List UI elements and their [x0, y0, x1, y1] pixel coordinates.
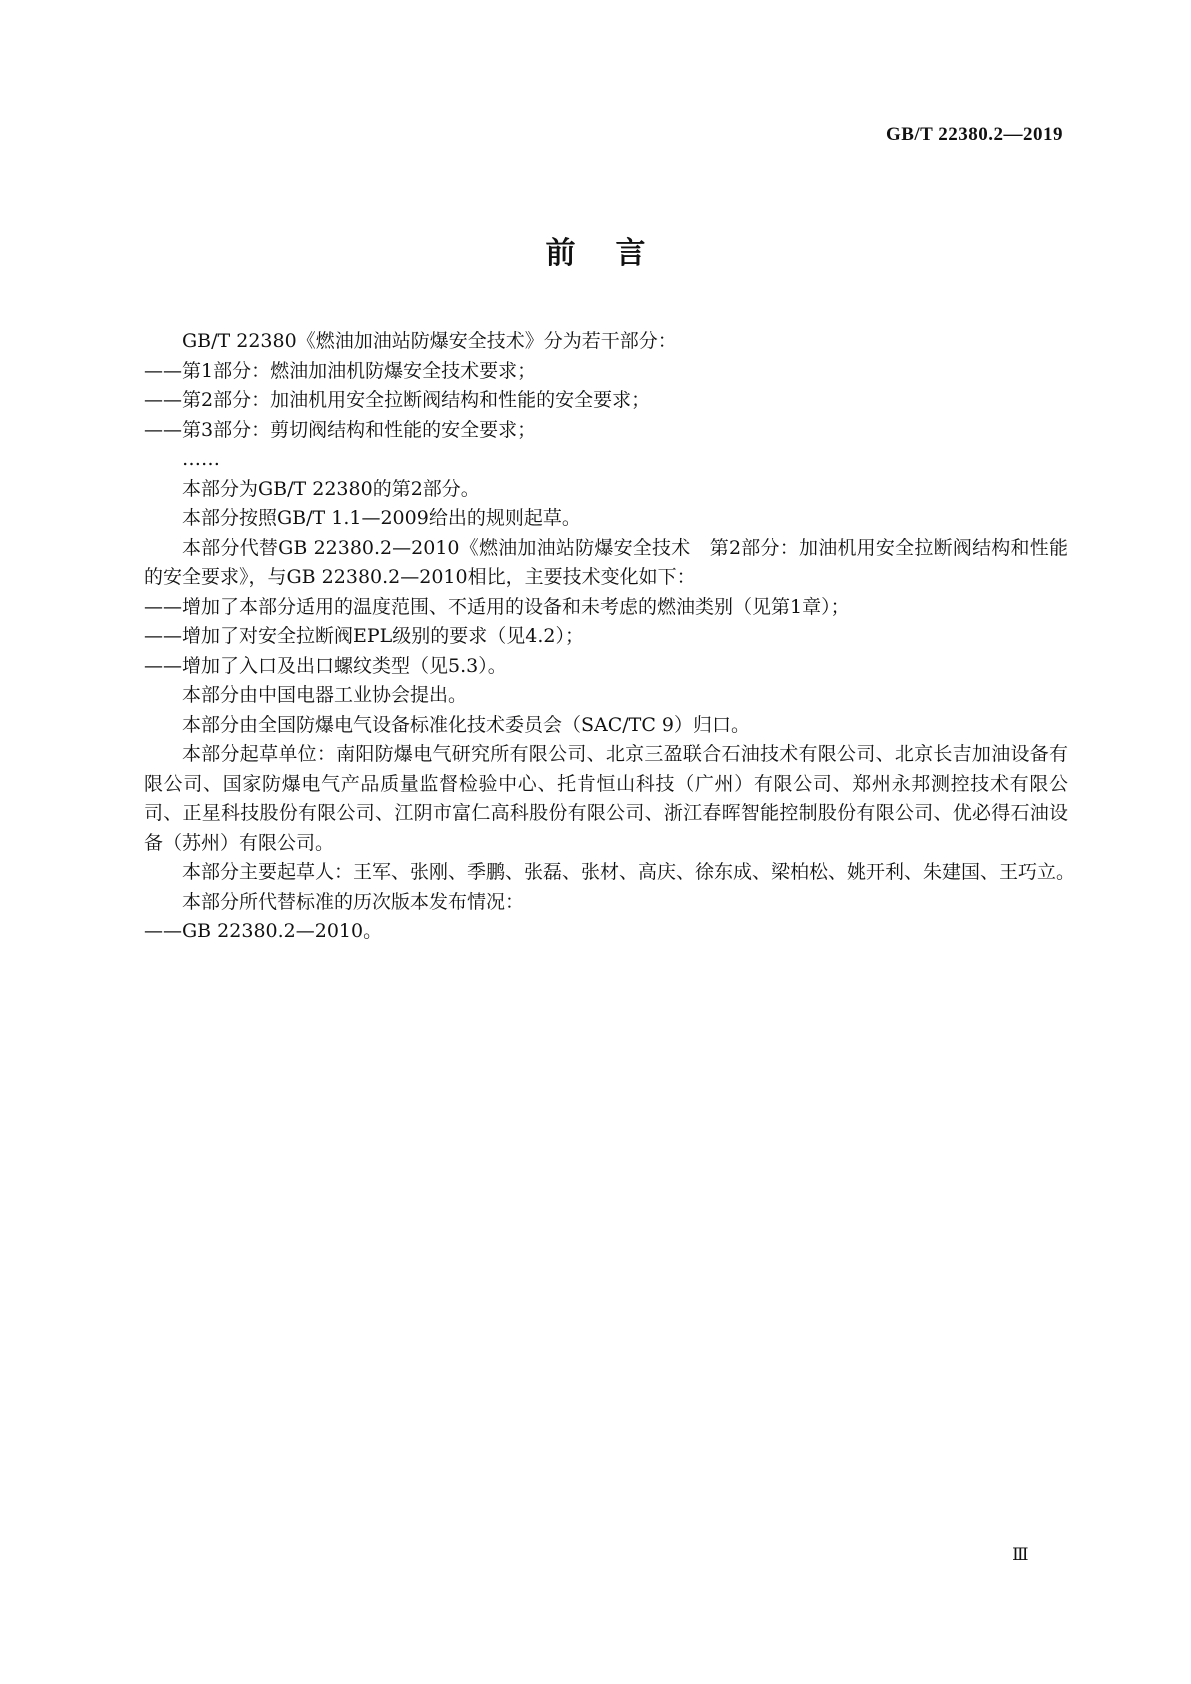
page-title: 前言 — [545, 236, 686, 271]
list-item: ——第1部分：燃油加油机防爆安全技术要求； — [144, 359, 537, 382]
paragraph: 本部分按照GB/T 1.1—2009给出的规则起草。 — [182, 507, 581, 529]
ellipsis: …… — [182, 448, 220, 470]
standard-number: GB/T 22380.2—2019 — [885, 124, 1063, 145]
list-item: ——GB 22380.2—2010。 — [144, 920, 383, 942]
paragraph: 本部分为GB/T 22380的第2部分。 — [182, 477, 480, 500]
list-item: ——增加了本部分适用的温度范围、不适用的设备和未考虑的燃油类别（见第1章）； — [144, 595, 850, 618]
paragraph: 本部分由全国防爆电气设备标准化技术委员会（SAC/TC 9）归口。 — [182, 713, 751, 736]
paragraph: 本部分由中国电器工业协会提出。 — [182, 684, 468, 706]
intro-paragraph: GB/T 22380《燃油加油站防爆安全技术》分为若干部分： — [182, 330, 677, 352]
list-item: ——第3部分：剪切阀结构和性能的安全要求； — [144, 418, 537, 441]
page-number: Ⅲ — [1012, 1545, 1029, 1564]
list-item: ——增加了对安全拉断阀EPL级别的要求（见4.2）； — [144, 625, 584, 647]
paragraph: 本部分所代替标准的历次版本发布情况： — [182, 890, 525, 913]
drafting-units-paragraph: 本部分起草单位：南阳防爆电气研究所有限公司、北京三盈联合石油技术有限公司、北京长吉加油设备有限公司、国家防爆电气产品质量监督检验中心、托肯恒山科技（广州）有限公司、郑州永邦测控技术有限公司、正星科技股份有限公司、江阴市富仁高科股份有限公司、浙江春晖智能控制股份有限公司、优必得石油设备（苏州）有限公司。 — [144, 743, 1068, 854]
replacement-paragraph: 本部分代替GB 22380.2—2010《燃油加油站防爆安全技术 第2部分：加油机用安全拉断阀结构和性能的安全要求》，与GB 22380.2—2010相比，主要技术变化如下： — [144, 536, 1068, 588]
list-item: ——第2部分：加油机用安全拉断阀结构和性能的安全要求； — [144, 389, 651, 411]
list-item: ——增加了入口及出口螺纹类型（见5.3）。 — [144, 654, 507, 677]
foreword-body — [144, 327, 1076, 947]
drafters-paragraph: 本部分主要起草人：王军、张刚、季鹏、张磊、张材、高庆、徐东成、梁柏松、姚开利、朱建国、王巧立。 — [182, 861, 1076, 883]
